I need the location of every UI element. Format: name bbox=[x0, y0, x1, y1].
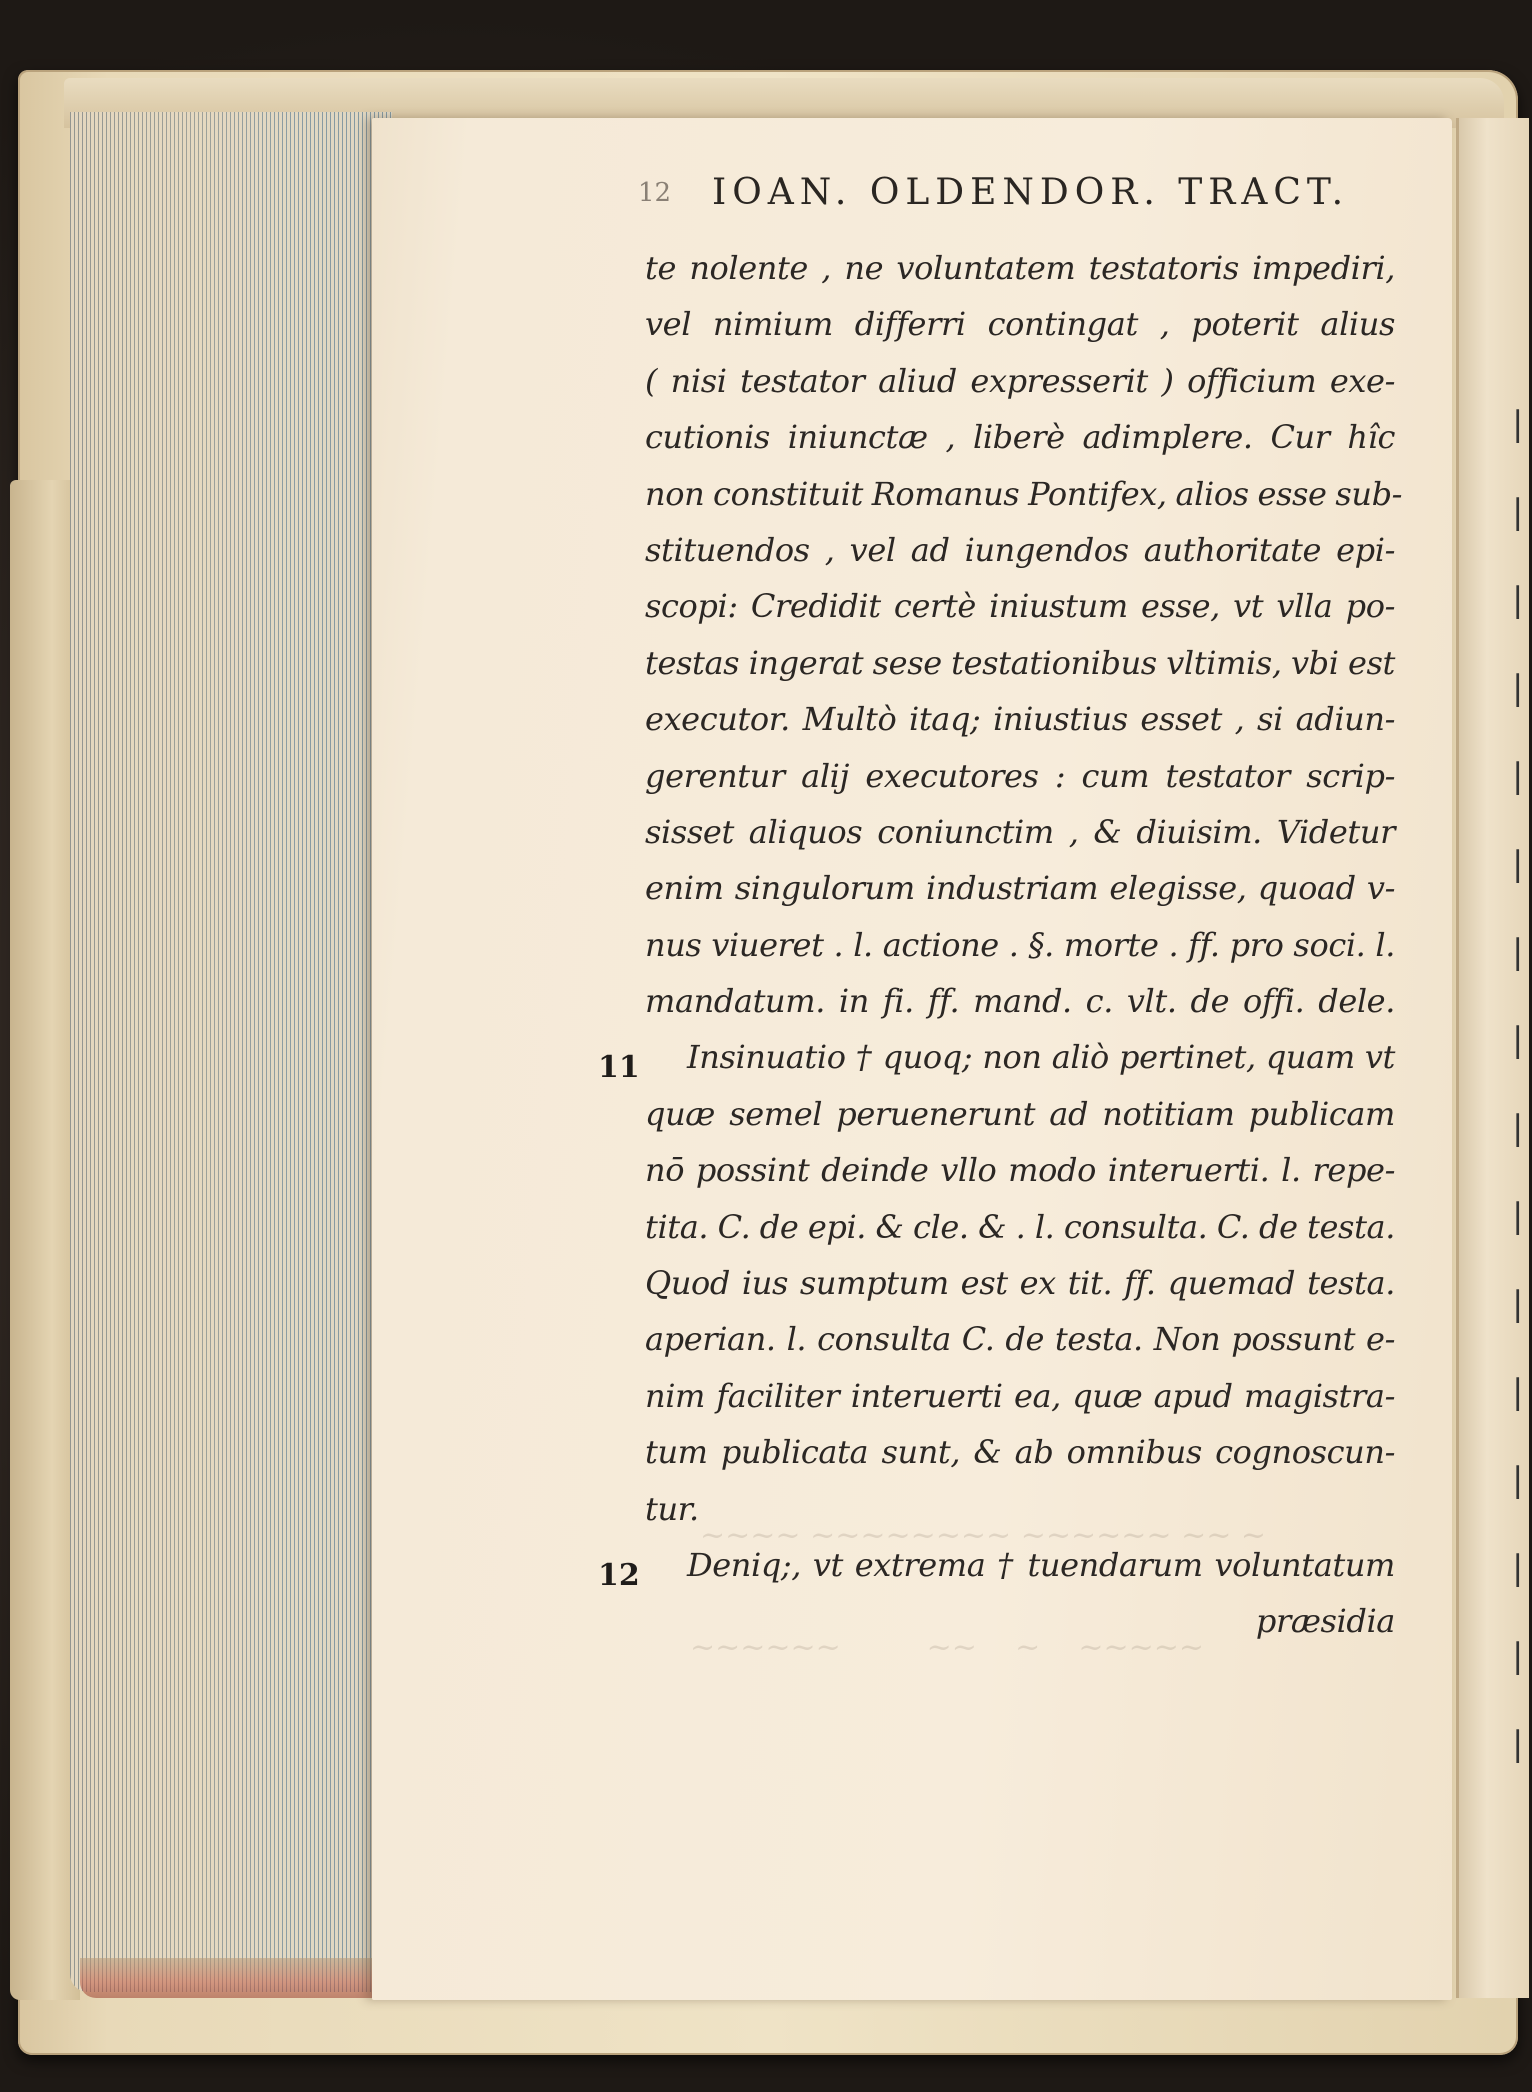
text-line: tum publicata sunt, & ab omnibus cognoscun- bbox=[645, 1433, 1395, 1472]
page-block-fore-edge bbox=[70, 112, 392, 1992]
margin-number: 11 bbox=[598, 1050, 640, 1085]
text-line: mandatum. in fi. ff. mand. c. vlt. de offi. dele. bbox=[645, 982, 1395, 1021]
bleed-through-text: ~~~~ ~~~~~~~~ ~~~~~~ ~~ ~ bbox=[700, 1518, 1267, 1553]
margin-number: 12 bbox=[598, 1558, 640, 1593]
text-line: enim singulorum industriam elegisse, quoad v- bbox=[645, 869, 1395, 908]
text-line: cutionis iniunctæ , liberè adimplere. Cur hîc bbox=[645, 418, 1395, 457]
text-line: nus viueret . l. actione . §. morte . ff. pro soci. l. bbox=[645, 925, 1395, 964]
text-line: Quod ius sumptum est ex tit. ff. quemad testa. bbox=[645, 1264, 1395, 1303]
text-line: scopi: Credidit certè iniustum esse, vt vlla po- bbox=[645, 587, 1395, 626]
text-line: aperian. l. consulta C. de testa. Non possunt e- bbox=[645, 1320, 1395, 1359]
text-line: vel nimium differri contingat , poterit alius bbox=[645, 305, 1395, 344]
text-line: ( nisi testator aliud expresserit ) officium exe- bbox=[645, 361, 1395, 400]
bleed-through-text: ~~~~~~ ~~ ~ ~~~~~ bbox=[690, 1630, 1205, 1665]
text-line: tita. C. de epi. & cle. & . l. consulta. C. de testa. bbox=[645, 1207, 1395, 1246]
text-line: gerentur alij executores : cum testator scrip- bbox=[645, 756, 1395, 795]
text-line: te nolente , ne voluntatem testatoris impediri, bbox=[645, 249, 1395, 287]
text-line: Deniq;, vt extrema † tuendarum voluntatum bbox=[687, 1545, 1395, 1584]
text-line: tur. bbox=[645, 1489, 699, 1528]
text-line: testas ingerat sese testationibus vltimis, vbi est bbox=[645, 643, 1395, 682]
text-line: nō possint deinde vllo modo interuerti. l. repe- bbox=[645, 1151, 1395, 1190]
catchword: præsidia bbox=[1255, 1602, 1395, 1641]
text-line: stituendos , vel ad iungendos authoritate epi- bbox=[645, 530, 1395, 569]
text-line: non constituit Romanus Pontifex, alios esse sub- bbox=[645, 474, 1403, 513]
text-line: executor. Multò itaq; iniustius esset , si adiun- bbox=[645, 700, 1395, 739]
page-block-bottom-edge bbox=[80, 1958, 390, 1998]
facing-page-bleed: | | | | | | | | | | | | | | | | bbox=[1512, 404, 1524, 1764]
running-head: IOAN. OLDENDOR. TRACT. bbox=[712, 172, 1350, 213]
text-line: Insinuatio † quoq; non aliò pertinet, quam vt bbox=[687, 1038, 1395, 1077]
text-line: nim faciliter interuerti ea, quæ apud magistra- bbox=[645, 1376, 1395, 1415]
text-line: quæ semel peruenerunt ad notitiam publicam bbox=[645, 1094, 1395, 1133]
page-body bbox=[645, 240, 1403, 1650]
text-line: sisset aliquos coniunctim , & diuisim. Videtur bbox=[645, 812, 1395, 851]
signature-mark: 12 bbox=[638, 178, 672, 208]
